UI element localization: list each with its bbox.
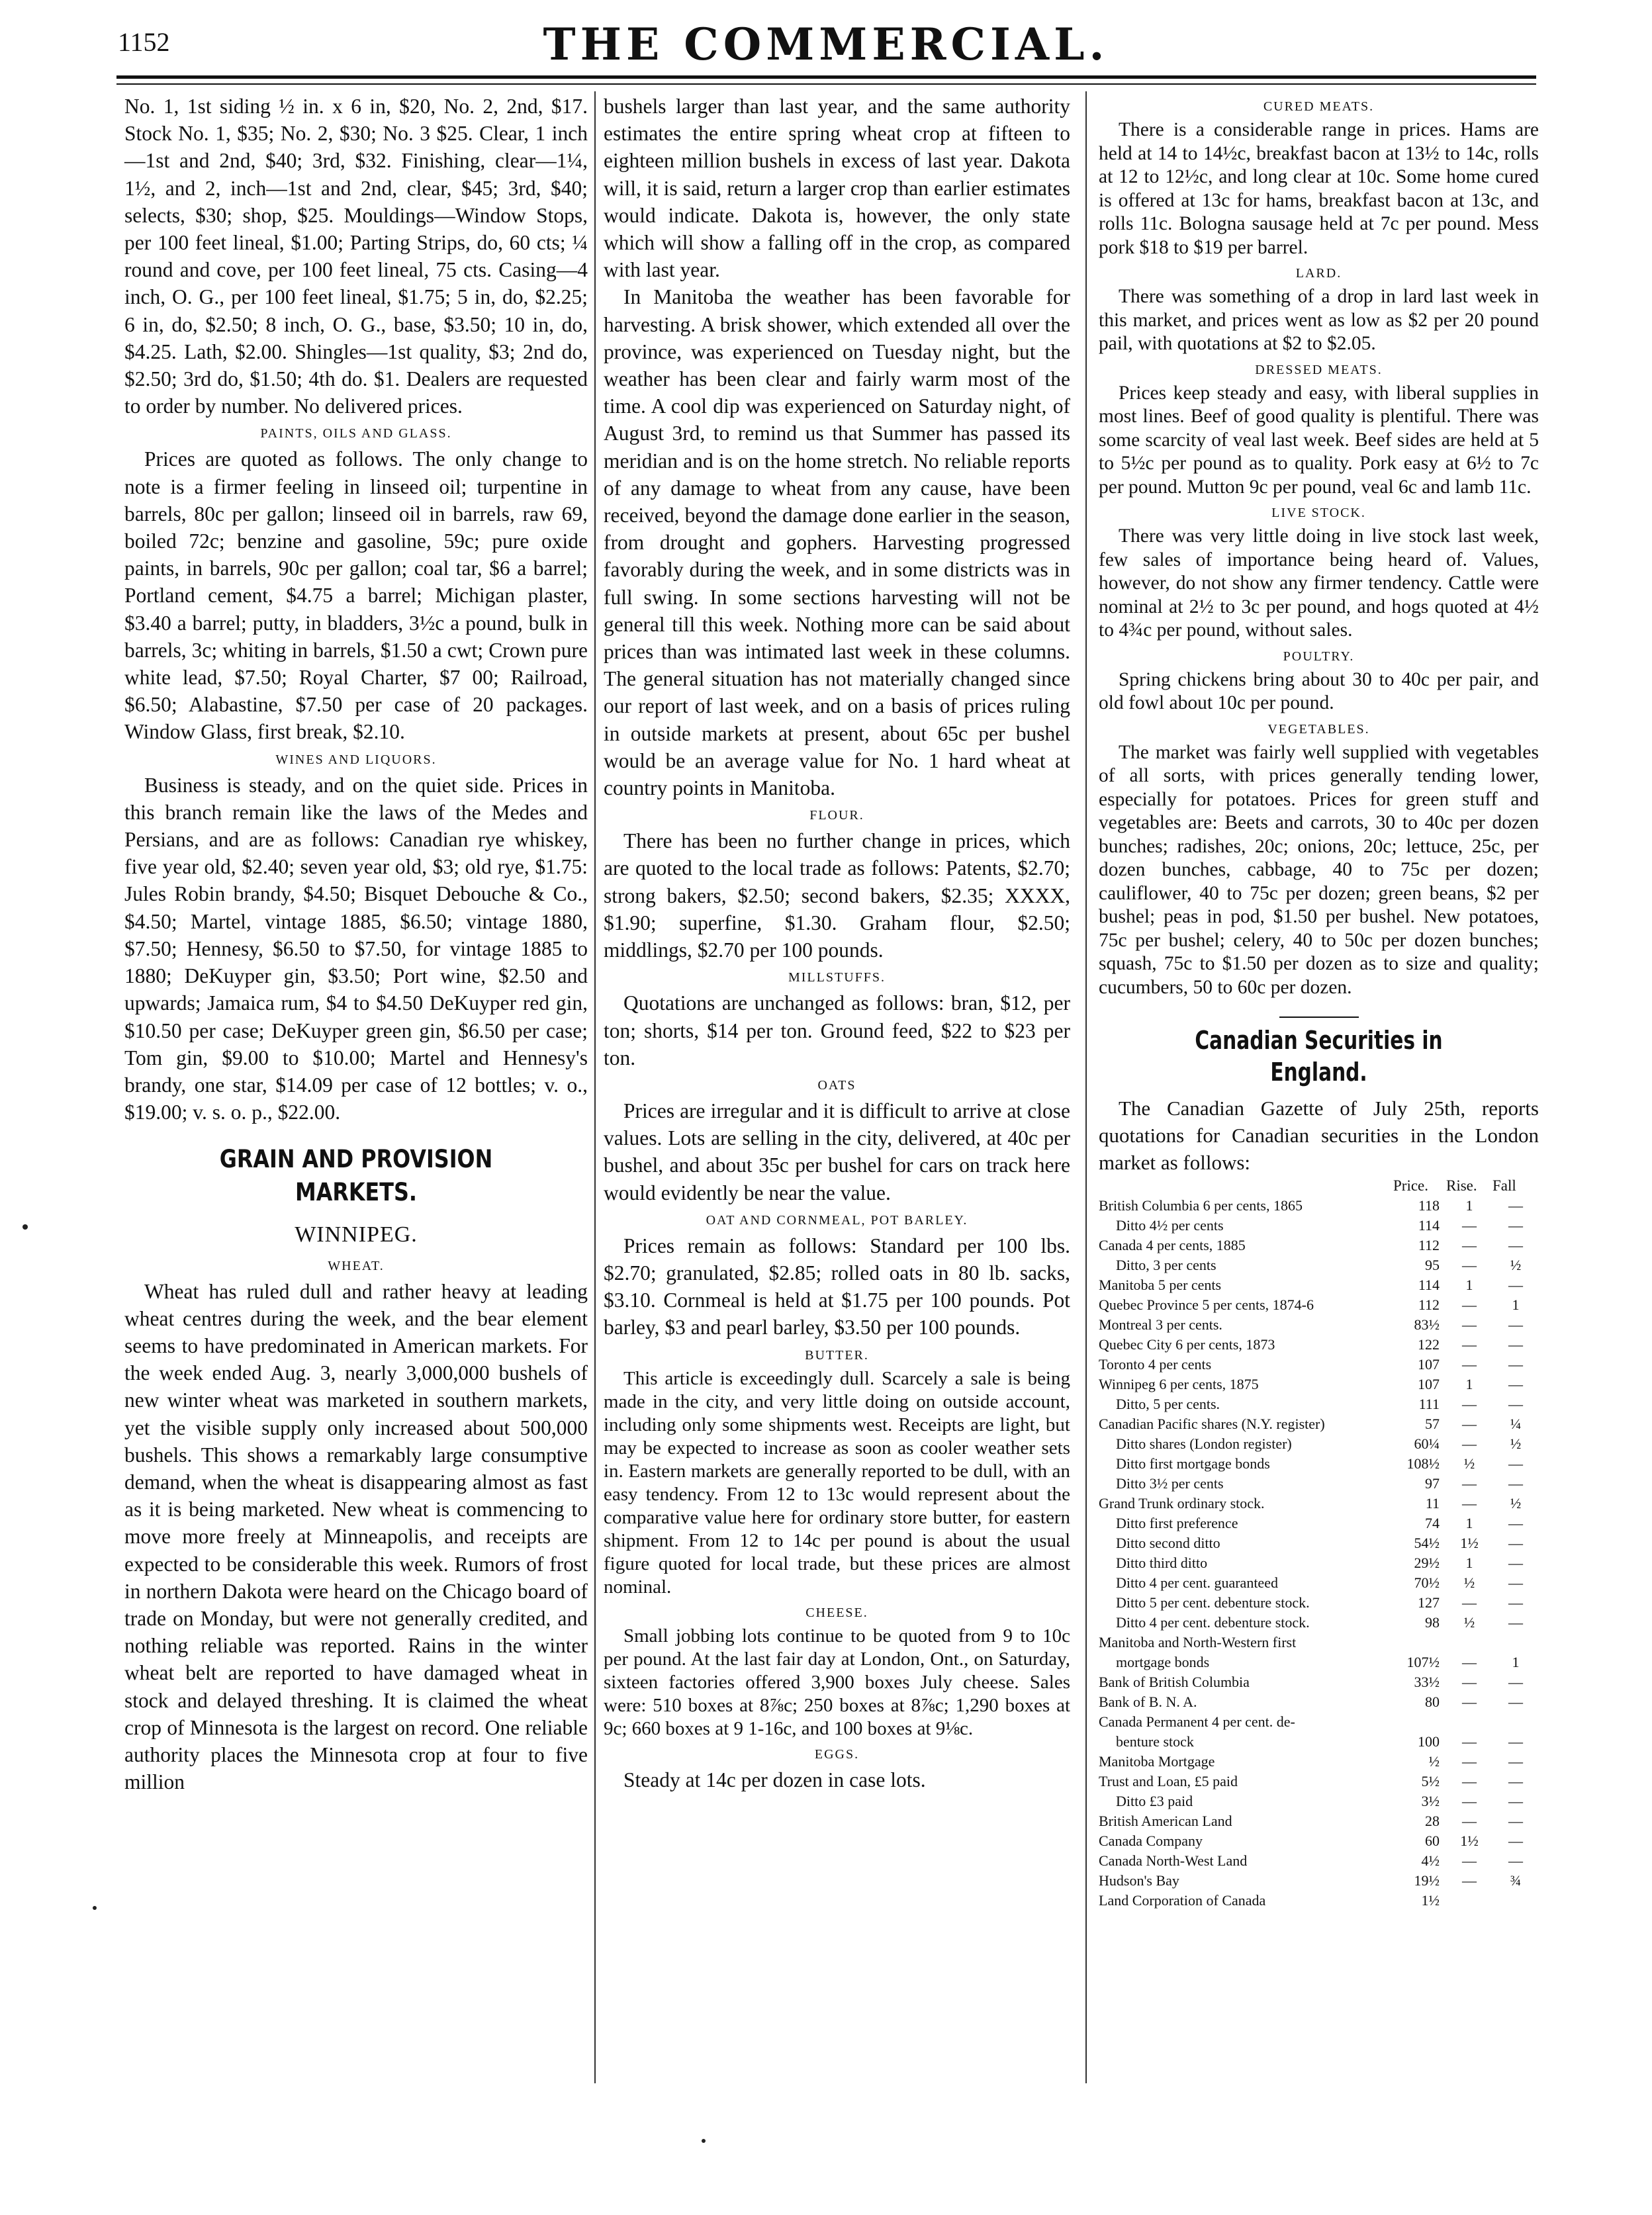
security-rise-cell: —	[1462, 1733, 1477, 1750]
security-fall-cell: —	[1508, 1555, 1523, 1571]
lard-paragraph: There was something of a drop in lard last week in this market, and prices went as low as $2 per 20 pound pail, with quotations at $2 to $2.05.	[1099, 286, 1539, 354]
poultry-heading: POULTRY.	[1283, 649, 1355, 664]
security-rise-cell: 1½	[1460, 1535, 1479, 1551]
securities-table-row	[1099, 1692, 1539, 1712]
security-rise-cell: —	[1462, 1416, 1477, 1432]
vegetables-paragraph: The market was fairly well supplied with vegetables of all sorts, with prices generally tending lower, especially for potatoes. Prices for green stuff and vegetables are: Beets and carrots, 30 to 40c per dozen bunches; radishes, 20c; onions, 20c; lettuce, 25c, per dozen bunches, cabbage, 40 to 75c per dozen; cauliflower, 40 to 75c per dozen; green beans, $2 per bushel; peas in pod, $1.50 per bushel. New potatoes, 75c per bushel; celery, 40 to 50c per dozen bunches; squash, 75c to $1.50 per dozen as to size and quality; cucumbers, 50 to 60c per dozen.	[1099, 741, 1539, 998]
security-fall-cell: —	[1508, 1852, 1523, 1869]
security-name-cell: Winnipeg 6 per cents, 1875	[1099, 1376, 1259, 1392]
security-fall-cell: —	[1508, 1475, 1523, 1492]
security-fall-cell: —	[1508, 1515, 1523, 1531]
securities-table-row	[1099, 1216, 1539, 1236]
security-price-cell: 54½	[1414, 1535, 1440, 1551]
securities-table-row	[1099, 1375, 1539, 1394]
security-name-cell: Ditto third ditto	[1116, 1555, 1208, 1571]
securities-table-row	[1099, 1434, 1539, 1454]
wheat-heading: WHEAT.	[328, 1258, 385, 1273]
cheese-heading: CHEESE.	[805, 1605, 868, 1620]
security-rise-cell: —	[1462, 1217, 1477, 1234]
paints-paragraph: Prices are quoted as follows. The only change to note is a firmer feeling in linseed oil; turpentine in barrels, 80c per gallon; linseed oil in barrels, raw 69, boiled 72c; benzine and gasoline, 59c; pure oxide paints, in barrels, 90c per gallon; coal tar, $6 a barrel; Portland cement, $4.75 a barrel; Michigan plaster, $3.40 a barrel; putty, in bladders, 3½c a pound, bulk in barrels, 3c; whiting in barrels, $1.50 a cwt; Crown pure white lead, $7.50; Royal Charter, $7 00; Railroad, $6.50; Alabastine, $7.50 per case of 20 packages. Window Glass, first break, $2.10.	[124, 447, 588, 744]
security-name-cell: Manitoba 5 per cents	[1099, 1277, 1222, 1293]
vegetables-heading: VEGETABLES.	[1267, 721, 1370, 737]
security-price-cell: 114	[1418, 1217, 1440, 1234]
security-name-cell: Grand Trunk ordinary stock.	[1099, 1495, 1265, 1512]
security-name-cell: British American Land	[1099, 1813, 1232, 1829]
security-price-cell: 60	[1425, 1832, 1440, 1849]
securities-table-row	[1099, 1454, 1539, 1474]
security-rise-cell: —	[1462, 1336, 1477, 1353]
flour-paragraph: There has been no further change in prices, which are quoted to the local trade as follows: Patents, $2.70; strong bakers, $2.50; second bakers, $2.35; XXXX, $1.90; superfine, $1.30. Graham flour, $2.50; middlings, $2.70 per 100 pounds.	[604, 829, 1070, 962]
security-rise-cell	[1446, 1633, 1492, 1652]
security-rise-cell: —	[1462, 1296, 1477, 1313]
paints-oils-glass-heading: PAINTS, OILS AND GLASS.	[260, 426, 452, 441]
security-rise-cell: —	[1462, 1872, 1477, 1889]
security-price-cell: 33½	[1414, 1674, 1440, 1690]
securities-table-row	[1099, 1652, 1539, 1672]
securities-table-row	[1099, 1573, 1539, 1593]
column-3	[1099, 93, 1539, 1911]
security-fall-cell: —	[1508, 1832, 1523, 1849]
security-fall-cell: 1	[1512, 1296, 1520, 1313]
security-fall-cell	[1492, 1633, 1539, 1652]
security-fall-cell: —	[1508, 1614, 1523, 1631]
security-rise-cell: —	[1462, 1694, 1477, 1710]
security-price-cell: 111	[1418, 1396, 1440, 1412]
securities-table-header	[1099, 1176, 1539, 1196]
security-name-cell: Ditto, 5 per cents.	[1116, 1396, 1220, 1412]
security-price-cell: 114	[1418, 1277, 1440, 1293]
security-price-cell: 1½	[1421, 1892, 1440, 1909]
security-rise-cell: —	[1462, 1237, 1477, 1253]
section-divider	[1279, 1017, 1359, 1018]
security-fall-cell: —	[1508, 1733, 1523, 1750]
security-fall-cell: —	[1508, 1197, 1523, 1214]
security-fall-cell: —	[1508, 1753, 1523, 1770]
security-fall-cell: —	[1508, 1237, 1523, 1253]
oats-paragraph: Prices are irregular and it is difficult to arrive at close values. Lots are selling in the city, delivered, at 40c per bushel, and about 35c per bushel for cars on track here would evidently be near the value.	[604, 1099, 1070, 1204]
security-price-cell: 28	[1425, 1813, 1440, 1829]
security-rise-cell: 1	[1465, 1277, 1473, 1293]
security-rise-cell: —	[1462, 1475, 1477, 1492]
security-name-cell: British Columbia 6 per cents, 1865	[1099, 1197, 1303, 1214]
poultry-paragraph: Spring chickens bring about 30 to 40c per pair, and old fowl about 10c per pound.	[1099, 668, 1539, 713]
security-price-cell: 107	[1418, 1376, 1440, 1392]
security-name-cell: Canada North-West Land	[1099, 1852, 1248, 1869]
security-price-cell: 122	[1418, 1336, 1440, 1353]
lumber-prices-paragraph: No. 1, 1st siding ½ in. x 6 in, $20, No. 2, 2nd, $17. Stock No. 1, $35; No. 2, $30; No. 3 $25. Clear, 1 inch—1st and 2nd, $40; 3rd, $32. Finishing, clear—1¼, 1½, and 2, inch—1st and 2nd, clear, $45; 3rd, $40; selects, $30; shop, $25. Mouldings—Window Stops, per 100 feet lineal, $1.00; Parting Strips, do, 60 cts; ¼ round and cove, per 100 feet lineal, 75 cts. Casing—4 inch, O. G., per 100 feet lineal, $1.75; 5 in, do, $2.25; 6 in, do, $2.50; 8 inch, O. G., base, $3.50; 10 in, do, $4.25. Lath, $2.00. Shingles—1st quality, $3; 2nd do, $2.50; 3rd do, $1.50; 4th do. $1. Dealers are requested to order by number. No delivered prices.	[124, 95, 588, 418]
security-name-cell: Montreal 3 per cents.	[1099, 1316, 1222, 1333]
price-column-header: Price.	[1393, 1177, 1429, 1194]
security-price-cell	[1393, 1712, 1446, 1732]
securities-table-row	[1099, 1533, 1539, 1553]
security-rise-cell: —	[1462, 1316, 1477, 1333]
security-name-cell: Quebec City 6 per cents, 1873	[1099, 1336, 1275, 1353]
securities-table-row	[1099, 1295, 1539, 1315]
millstuffs-paragraph: Quotations are unchanged as follows: bran, $12, per ton; shorts, $14 per ton. Ground feed, $22 to $23 per ton.	[604, 991, 1070, 1069]
security-name-cell: Bank of British Columbia	[1099, 1674, 1250, 1690]
security-rise-cell: —	[1462, 1435, 1477, 1452]
security-fall-cell: —	[1508, 1336, 1523, 1353]
flour-heading: FLOUR.	[809, 808, 864, 823]
grain-provision-markets-heading: GRAIN AND PROVISION MARKETS.	[219, 1145, 493, 1207]
securities-table-body	[1099, 1196, 1539, 1911]
security-name-cell: Ditto 4 per cent. debenture stock.	[1116, 1614, 1310, 1631]
securities-table-row	[1099, 1613, 1539, 1633]
eggs-paragraph: Steady at 14c per dozen in case lots.	[623, 1768, 926, 1791]
security-name-cell: Ditto £3 paid	[1116, 1793, 1193, 1809]
securities-table-row	[1099, 1811, 1539, 1831]
security-fall-cell: —	[1508, 1594, 1523, 1611]
security-fall-cell: —	[1508, 1356, 1523, 1373]
security-fall-cell: —	[1508, 1217, 1523, 1234]
security-name-cell: Canadian Pacific shares (N.Y. register)	[1099, 1416, 1325, 1432]
security-rise-cell: 1	[1465, 1197, 1473, 1214]
column-divider-left	[594, 91, 596, 2083]
security-rise-cell: —	[1462, 1594, 1477, 1611]
eggs-heading: EGGS.	[814, 1746, 860, 1762]
security-price-cell: 107	[1418, 1356, 1440, 1373]
page-number: 1152	[118, 27, 170, 57]
security-fall-cell: ½	[1510, 1495, 1522, 1512]
securities-table-row	[1099, 1236, 1539, 1255]
security-fall-cell: 1	[1512, 1654, 1520, 1670]
wheat-continued-paragraph: bushels larger than last year, and the same authority estimates the entire spring wheat crop at fifteen to eighteen million bushels in excess of last year. Dakota will, it is said, return a larger crop than earlier estimates would indicate. Dakota is, however, the only state which will show a falling off in the crop, as compared with last year.	[604, 95, 1070, 282]
security-name-cell: Bank of B. N. A.	[1099, 1694, 1197, 1710]
security-rise-cell: —	[1462, 1793, 1477, 1809]
scan-speck	[702, 2139, 706, 2143]
security-name-cell: Land Corporation of Canada	[1099, 1892, 1266, 1909]
security-name-cell: Ditto second ditto	[1116, 1535, 1220, 1551]
securities-table-row	[1099, 1791, 1539, 1811]
securities-table-row	[1099, 1831, 1539, 1851]
securities-table-row	[1099, 1891, 1539, 1911]
security-price-cell: 107½	[1406, 1654, 1440, 1670]
masthead-title: THE COMMERCIAL.	[543, 19, 1109, 70]
security-fall-cell: —	[1508, 1813, 1523, 1829]
security-fall-cell: —	[1508, 1376, 1523, 1392]
securities-table-row	[1099, 1255, 1539, 1275]
securities-table-row	[1099, 1494, 1539, 1514]
security-name-cell: Ditto first mortgage bonds	[1116, 1455, 1270, 1472]
security-price-cell: 97	[1425, 1475, 1440, 1492]
security-rise-cell: ½	[1463, 1614, 1475, 1631]
security-price-cell: 70½	[1414, 1574, 1440, 1591]
live-stock-paragraph: There was very little doing in live stock last week, few sales of importance being heard of. Values, however, do not show any firmer tendency. Cattle were nominal at 2½ to 3c per pound, and hogs quoted at 4½ to 4¾c per pound, without sales.	[1099, 525, 1539, 641]
securities-table-row	[1099, 1196, 1539, 1216]
manitoba-weather-paragraph: In Manitoba the weather has been favorable for harvesting. A brisk shower, which extended all over the province, was experienced on Tuesday night, but the weather has been clear and fairly warm most of the time. A cool dip was experienced on Saturday night, of August 3rd, to remind us that Summer has passed its meridian and is on the home stretch. No reliable reports of any damage to wheat from any cause, have been received, beyond the damage done earlier in the season, from drought and gophers. Harvesting progressed favorably during the week, and in some districts was in full swing. In some sections harvesting will not be general till this week. Nothing more can be said about prices than was intimated last week in these columns. The general situation has not materially changed since our report of last week, and on a basis of prices ruling in outside markets at present, about 65c per bushel would be an average value for No. 1 hard wheat at country points in Manitoba.	[604, 285, 1070, 800]
security-rise-cell: 1½	[1460, 1832, 1479, 1849]
oatmeal-paragraph: Prices remain as follows: Standard per 100 lbs. $2.70; granulated, $2.85; rolled oats in 80 lb. sacks, $3.10. Cornmeal is held at $1.75 per 100 pounds. Pot barley, $3 and pearl barley, $3.50 per 100 pounds.	[604, 1234, 1070, 1339]
security-price-cell: 60¼	[1414, 1435, 1440, 1452]
security-fall-cell: ½	[1510, 1435, 1522, 1452]
securities-table-row	[1099, 1871, 1539, 1891]
dressed-meats-heading: DRESSED MEATS.	[1255, 362, 1383, 377]
securities-table-row	[1099, 1553, 1539, 1573]
securities-intro-paragraph: The Canadian Gazette of July 25th, reports quotations for Canadian securities in the London market as follows:	[1099, 1097, 1539, 1174]
security-fall-cell: —	[1508, 1455, 1523, 1472]
security-price-cell: 83½	[1414, 1316, 1440, 1333]
security-fall-cell: —	[1508, 1277, 1523, 1293]
security-fall-cell: ¼	[1510, 1416, 1522, 1432]
security-rise-cell: —	[1462, 1257, 1477, 1273]
security-price-cell: 4½	[1421, 1852, 1440, 1869]
security-rise-cell: 1	[1465, 1555, 1473, 1571]
security-name-cell: Quebec Province 5 per cents, 1874-6	[1099, 1296, 1314, 1313]
security-rise-cell: —	[1462, 1495, 1477, 1512]
wines-liquors-heading: WINES AND LIQUORS.	[275, 752, 437, 767]
security-name-cell: mortgage bonds	[1116, 1654, 1210, 1670]
security-name-cell: Trust and Loan, £5 paid	[1099, 1773, 1238, 1789]
securities-table-row	[1099, 1474, 1539, 1494]
security-price-cell: 118	[1418, 1197, 1440, 1214]
masthead-rule-thick	[116, 75, 1536, 79]
scan-speck	[93, 1906, 97, 1910]
column-divider-right	[1085, 91, 1087, 2083]
securities-table-row	[1099, 1732, 1539, 1752]
security-fall-cell: —	[1508, 1574, 1523, 1591]
live-stock-heading: LIVE STOCK.	[1271, 506, 1366, 520]
security-rise-cell: 1	[1465, 1376, 1473, 1392]
security-name-cell: Manitoba and North-Western first	[1099, 1634, 1297, 1650]
security-fall-cell: —	[1508, 1316, 1523, 1333]
securities-table	[1099, 1176, 1539, 1911]
securities-table-row	[1099, 1355, 1539, 1375]
securities-table-row	[1099, 1672, 1539, 1692]
security-fall-cell: ¾	[1510, 1872, 1522, 1889]
security-name-cell: Canada Permanent 4 per cent. de-	[1099, 1713, 1295, 1730]
security-fall-cell: —	[1508, 1535, 1523, 1551]
security-name-cell: Ditto 5 per cent. debenture stock.	[1116, 1594, 1310, 1611]
winnipeg-heading: WINNIPEG.	[295, 1222, 418, 1247]
wines-paragraph: Business is steady, and on the quiet side. Prices in this branch remain like the laws of the Medes and Persians, and are as follows: Canadian rye whiskey, five year old, $2.40; seven year old, $3; old rye, $1.75: Jules Robin brandy, $4.50; Bisquet Debouche & Co., $4.50; Martel, vintage 1885, $6.50; vintage 1880, $7.50; Hennesy, $6.50 to $7.50, for vintage 1885 to 1880; DeKuyper gin, $3.50; Port wine, $2.50 and upwards; Jamaica rum, $4 to $4.50 DeKuyper red gin, $10.50 per case; DeKuyper green gin, $6.50 per case; Tom gin, $9.00 to $10.00; Martel and Hennesy's brandy, one star, $14.09 per case of 12 bottles; v. o., $19.00; v. s. o. p., $22.00.	[124, 773, 588, 1124]
security-price-cell: 19½	[1414, 1872, 1440, 1889]
security-price-cell: 95	[1425, 1257, 1440, 1273]
security-name-cell: Toronto 4 per cents	[1099, 1356, 1212, 1373]
security-price-cell: 112	[1418, 1237, 1440, 1253]
security-price-cell	[1393, 1633, 1446, 1652]
security-price-cell: 80	[1425, 1694, 1440, 1710]
security-name-cell: Canada Company	[1099, 1832, 1203, 1849]
fall-column-header: Fall	[1492, 1177, 1516, 1194]
canadian-securities-heading: Canadian Securities in England.	[1195, 1026, 1443, 1087]
security-fall-cell: —	[1508, 1396, 1523, 1412]
security-price-cell: 127	[1418, 1594, 1440, 1611]
butter-paragraph: This article is exceedingly dull. Scarcely a sale is being made in the city, and very little doing on outside account, including only some shipments west. Receipts are light, but may be expected to increase as soon as cooler weather sets in. Eastern markets are generally reported to be dull, with an easy tendency. From 12 to 13c would represent about the comparative value here for ordinary store butter, for eastern shipment. From 12 to 14c per pound is about the usual figure quoted for local trade, but these prices are almost nominal.	[604, 1367, 1070, 1598]
securities-table-row	[1099, 1772, 1539, 1791]
wheat-paragraph: Wheat has ruled dull and rather heavy at leading wheat centres during the week, and the bear element seems to have predominated in American markets. For the week ended Aug. 3, nearly 3,000,000 bushels of new winter wheat was marketed in southern markets, yet the visible supply only increased about 500,000 bushels. This shows a remarkably large consumptive demand, when the wheat is disappearing almost as fast as it is being marketed. New wheat is commencing to move more freely at Minneapolis, and receipts are expected to be considerable this week. Rumors of frost in northern Dakota were heard on the Chicago board of trade on Monday, but were not generally credited, and nothing reliable was reported. Rains in the winter wheat belt are reported to have damaged wheat in stock and delayed threshing. It is claimed the wheat crop of Minnesota is the largest on record. One reliable authority places the Minnesota crop at four to five million	[124, 1279, 588, 1794]
securities-table-row	[1099, 1851, 1539, 1871]
security-price-cell: 29½	[1414, 1555, 1440, 1571]
securities-table-row	[1099, 1633, 1539, 1652]
security-name-cell: Manitoba Mortgage	[1099, 1753, 1215, 1770]
security-name-cell: Hudson's Bay	[1099, 1872, 1179, 1889]
security-name-cell: Canada 4 per cents, 1885	[1099, 1237, 1246, 1253]
cured-meats-heading: CURED MEATS.	[1263, 99, 1375, 114]
security-rise-cell: —	[1462, 1356, 1477, 1373]
security-price-cell: 5½	[1421, 1773, 1440, 1789]
security-name-cell: Ditto shares (London register)	[1116, 1435, 1292, 1452]
security-name-cell: Ditto, 3 per cents	[1116, 1257, 1216, 1273]
butter-heading: BUTTER.	[805, 1347, 869, 1363]
security-rise-cell: —	[1462, 1753, 1477, 1770]
security-price-cell: 98	[1425, 1614, 1440, 1631]
security-fall-cell	[1492, 1712, 1539, 1732]
security-rise-cell: —	[1462, 1654, 1477, 1670]
lard-heading: LARD.	[1295, 266, 1342, 281]
securities-table-row	[1099, 1335, 1539, 1355]
security-rise-cell: —	[1462, 1773, 1477, 1789]
securities-table-row	[1099, 1712, 1539, 1732]
security-price-cell: ½	[1428, 1753, 1440, 1770]
security-fall-cell: ½	[1510, 1257, 1522, 1273]
security-price-cell: 100	[1418, 1733, 1440, 1750]
dressed-meats-paragraph: Prices keep steady and easy, with liberal supplies in most lines. Beef of good quality is plentiful. There was some scarcity of veal last week. Beef sides are held at 5 to 5½c per pound as to quality. Pork easy at 6½ to 7c per pound. Mutton 9c per pound, veal 6c and lamb 11c.	[1099, 382, 1539, 498]
oatmeal-heading: OAT AND CORNMEAL, POT BARLEY.	[706, 1212, 968, 1228]
securities-table-row	[1099, 1414, 1539, 1434]
security-price-cell: 112	[1418, 1296, 1440, 1313]
scan-speck	[23, 1224, 28, 1230]
cheese-paragraph: Small jobbing lots continue to be quoted from 9 to 10c per pound. At the last fair day at London, Ont., on Saturday, sixteen factories offered 3,900 boxes July cheese. Sales were: 510 boxes at 8⅞c; 250 boxes at 8⅞c; 1,290 boxes at 9c; 660 boxes at 9 1-16c, and 100 boxes at 9⅛c.	[604, 1625, 1070, 1739]
security-price-cell: 57	[1425, 1416, 1440, 1432]
column-2	[604, 93, 1070, 1793]
securities-table-row	[1099, 1315, 1539, 1335]
security-rise-cell: 1	[1465, 1515, 1473, 1531]
rise-column-header: Rise.	[1446, 1177, 1477, 1194]
security-price-cell: 11	[1425, 1495, 1440, 1512]
securities-table-row	[1099, 1593, 1539, 1613]
security-name-cell: Ditto 4½ per cents	[1116, 1217, 1224, 1234]
securities-table-row	[1099, 1752, 1539, 1772]
security-rise-cell	[1446, 1891, 1492, 1911]
security-fall-cell: —	[1508, 1773, 1523, 1789]
security-name-cell: Ditto 3½ per cents	[1116, 1475, 1224, 1492]
security-name-cell: benture stock	[1116, 1733, 1194, 1750]
security-fall-cell	[1492, 1891, 1539, 1911]
security-rise-cell: —	[1462, 1396, 1477, 1412]
security-name-cell: Ditto 4 per cent. guaranteed	[1116, 1574, 1278, 1591]
security-fall-cell: —	[1508, 1694, 1523, 1710]
security-fall-cell: —	[1508, 1674, 1523, 1690]
security-rise-cell: —	[1462, 1852, 1477, 1869]
security-price-cell: 108½	[1406, 1455, 1440, 1472]
security-rise-cell	[1446, 1712, 1492, 1732]
security-price-cell: 74	[1425, 1515, 1440, 1531]
security-fall-cell: —	[1508, 1793, 1523, 1809]
securities-table-row	[1099, 1514, 1539, 1533]
securities-table-row	[1099, 1275, 1539, 1295]
cured-meats-paragraph: There is a considerable range in prices. Hams are held at 14 to 14½c, breakfast bacon at 13½ to 14c, rolls at 12 to 12½c, and long clear at 10c. Some home cured is offered at 13c for hams, breakfast bacon at 13c, and rolls 11c. Bologna sausage held at 7c per pound. Mess pork $18 to $19 per barrel.	[1099, 119, 1539, 258]
security-rise-cell: ½	[1463, 1574, 1475, 1591]
oats-heading: OATS	[817, 1077, 856, 1093]
masthead-rule-thin	[116, 83, 1536, 85]
security-rise-cell: —	[1462, 1813, 1477, 1829]
millstuffs-heading: MILLSTUFFS.	[788, 970, 886, 985]
security-rise-cell: —	[1462, 1674, 1477, 1690]
security-rise-cell: ½	[1463, 1455, 1475, 1472]
column-1	[124, 93, 588, 1795]
security-price-cell: 3½	[1421, 1793, 1440, 1809]
security-name-cell: Ditto first preference	[1116, 1515, 1238, 1531]
securities-table-row	[1099, 1394, 1539, 1414]
